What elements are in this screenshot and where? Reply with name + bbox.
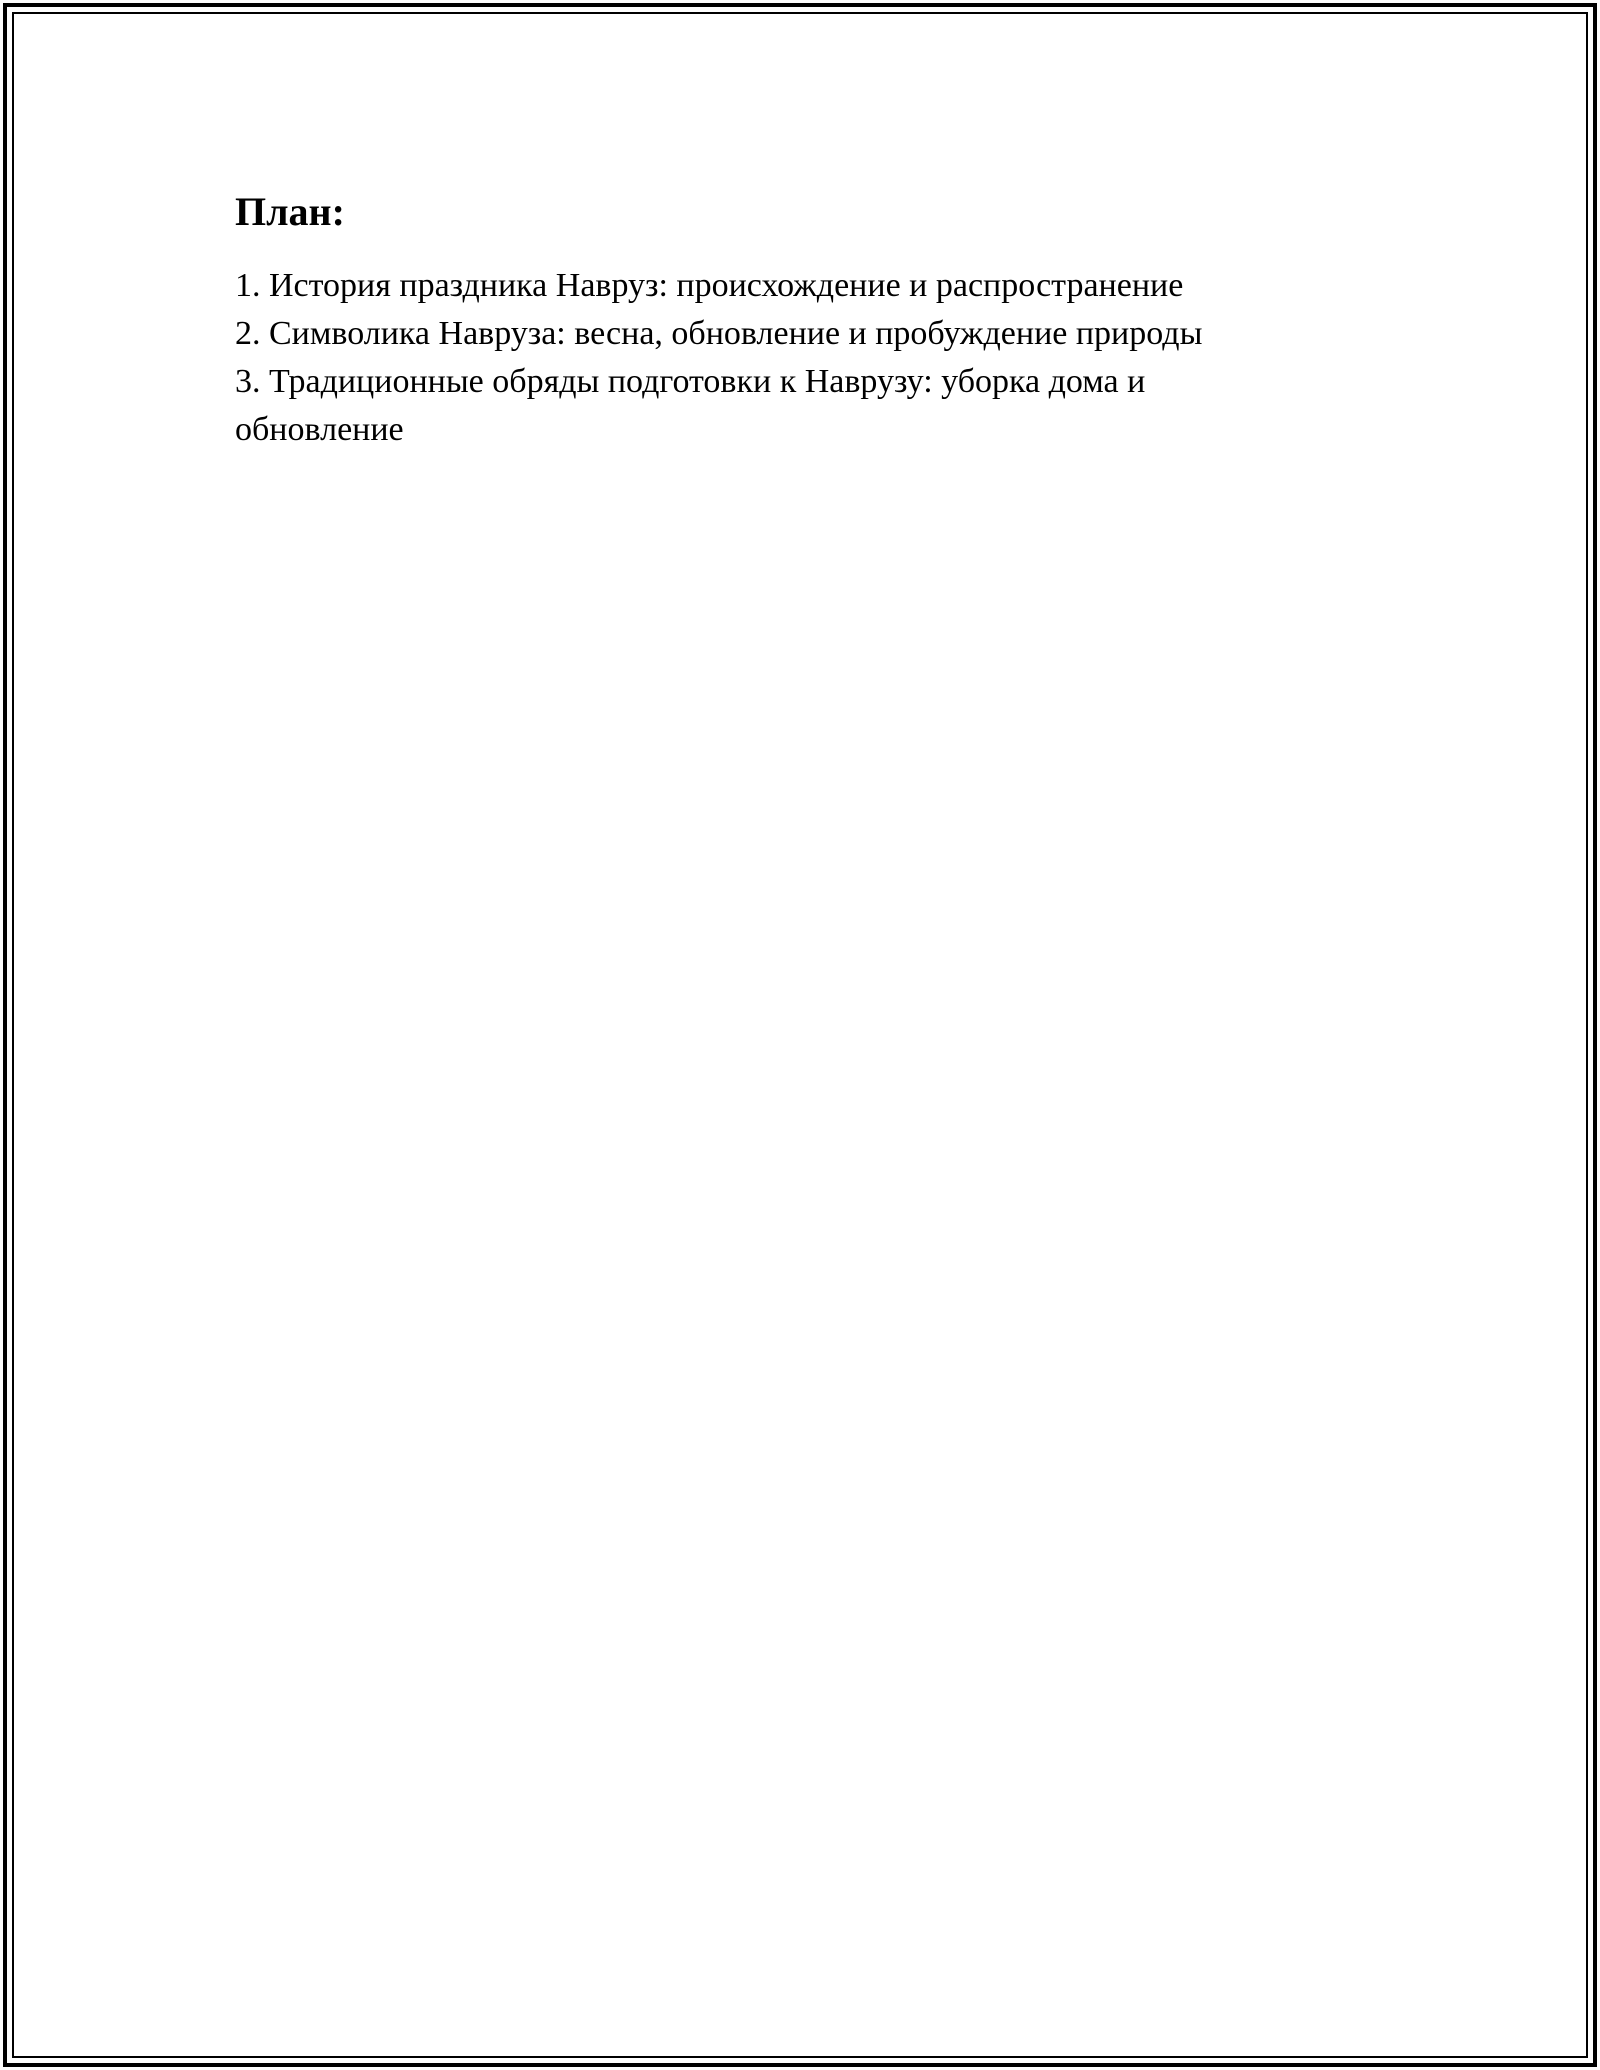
plan-item-3: 3. Традиционные обряды подготовки к Наврузу: уборка дома и обновление — [235, 363, 1146, 448]
plan-list — [235, 262, 1355, 454]
plan-item-1: 1. История праздника Навруз: происхождение и распространение — [235, 267, 1184, 304]
document-body — [235, 188, 1355, 454]
plan-item-2: 2. Символика Навруза: весна, обновление и пробуждение природы — [235, 315, 1203, 352]
plan-heading: План: — [235, 189, 345, 234]
